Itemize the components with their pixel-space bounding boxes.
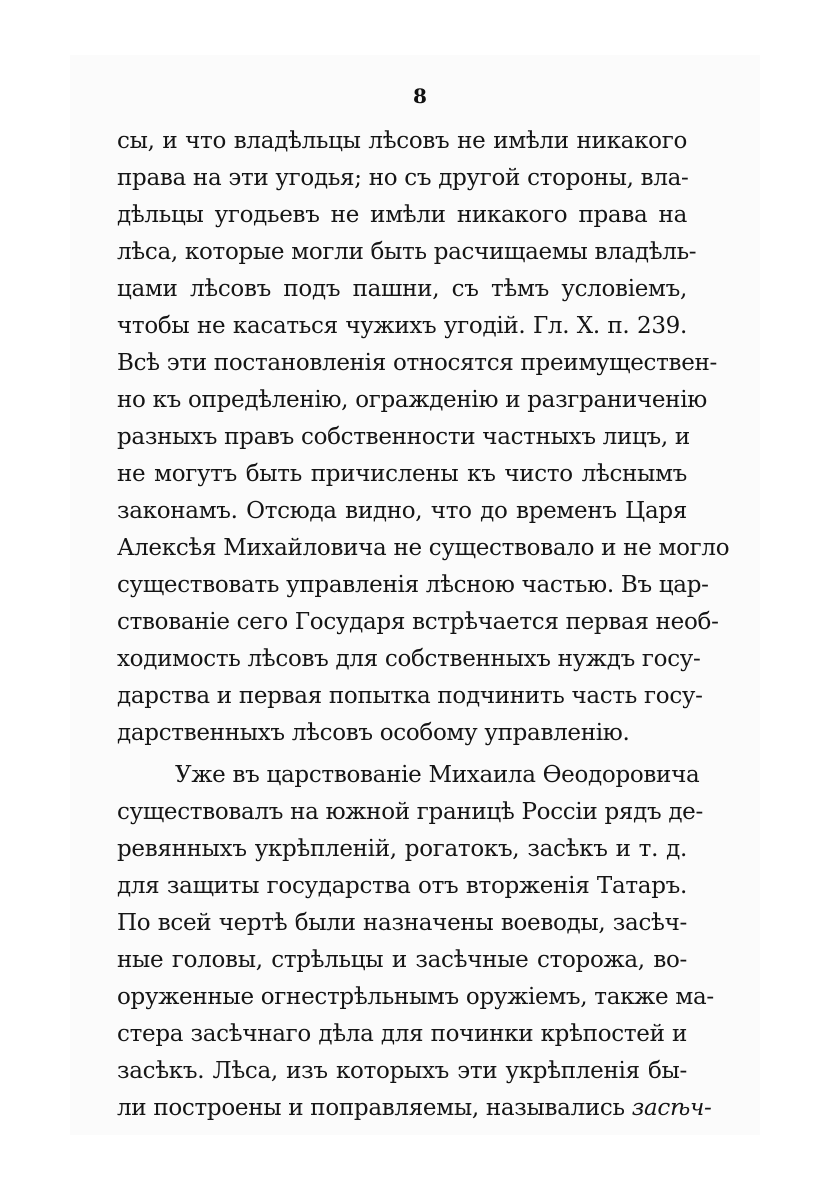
page-number: 8 bbox=[413, 84, 427, 108]
text-line: существовать управленія лѣсною частью. Въ цар- bbox=[117, 572, 709, 598]
text-line: Всѣ эти постановленія относятся преимуществен- bbox=[117, 350, 718, 376]
text-line: ные головы, стрѣльцы и засѣчные сторожа, во- bbox=[117, 947, 687, 973]
text-line: засѣкъ. Лѣса, изъ которыхъ эти укрѣпленія бы- bbox=[117, 1058, 687, 1084]
text-line: сы, и что владѣльцы лѣсовъ не имѣли никакого bbox=[117, 128, 687, 154]
text-line: ходимость лѣсовъ для собственныхъ нуждъ госу- bbox=[117, 646, 701, 672]
text-line: законамъ. Отсюда видно, что до временъ Царя bbox=[117, 498, 687, 524]
text-line: Уже въ царствованіе Михаила Ѳеодоровича bbox=[175, 762, 700, 788]
text-line: не могутъ быть причислены къ чисто лѣснымъ bbox=[117, 461, 687, 487]
text-line: чтобы не касаться чужихъ угодій. Гл. X. п. 239. bbox=[117, 313, 687, 339]
text-line: ствованіе сего Государя встрѣчается первая необ- bbox=[117, 609, 719, 635]
text-line: права на эти угодья; но съ другой стороны, вла- bbox=[117, 165, 689, 191]
text-line: лѣса, которые могли быть расчищаемы владѣль- bbox=[117, 239, 697, 265]
text-line: существовалъ на южной границѣ Россіи рядъ де- bbox=[117, 799, 703, 825]
paragraph-2 bbox=[117, 757, 714, 1127]
text-line: оруженные огнестрѣльнымъ оружіемъ, также ма- bbox=[117, 984, 714, 1010]
text-line: дарственныхъ лѣсовъ особому управленію. bbox=[117, 720, 630, 746]
text-line: ревянныхъ укрѣпленій, рогатокъ, засѣкъ и т. д. bbox=[117, 836, 687, 862]
text-line-final bbox=[117, 1090, 712, 1127]
text-line: дарства и первая попытка подчинить часть госу- bbox=[117, 683, 703, 709]
italic-word: засѣч- bbox=[631, 1095, 712, 1121]
text-line: но къ опредѣленію, огражденію и разграниченію bbox=[117, 387, 707, 413]
text-line: По всей чертѣ были назначены воеводы, засѣч- bbox=[117, 910, 687, 936]
final-line-text: ли построены и поправляемы, назывались bbox=[117, 1095, 625, 1121]
text-line: цами лѣсовъ подъ пашни, съ тѣмъ условіемъ, bbox=[117, 276, 687, 302]
text-line: разныхъ правъ собственности частныхъ лицъ, и bbox=[117, 424, 690, 450]
paragraph-1 bbox=[117, 123, 730, 752]
text-line: Алексѣя Михайловича не существовало и не могло bbox=[117, 535, 730, 561]
page-body bbox=[117, 123, 730, 1127]
text-line: дѣльцы угодьевъ не имѣли никакого права на bbox=[117, 202, 687, 228]
text-line: для защиты государства отъ вторженія Татаръ. bbox=[117, 873, 687, 899]
text-line: стера засѣчнаго дѣла для починки крѣпостей и bbox=[117, 1021, 687, 1047]
